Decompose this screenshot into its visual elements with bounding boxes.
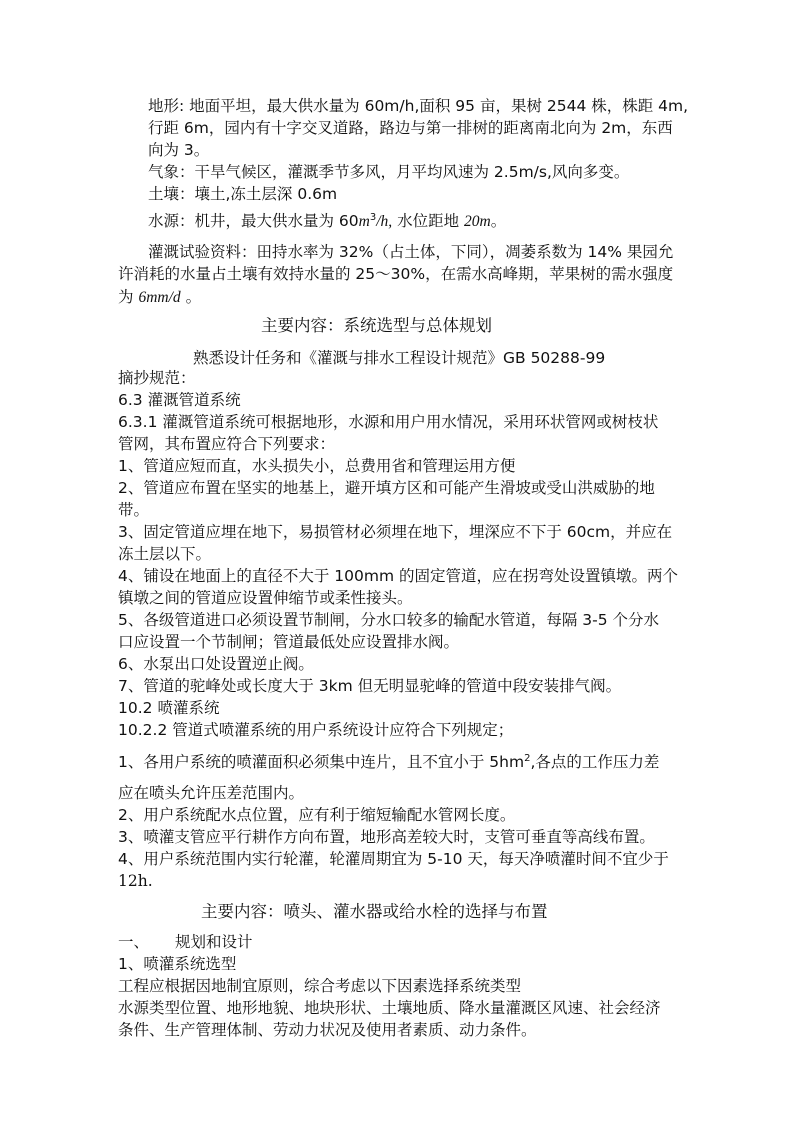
water-source-text: 水源：机井，最大供水量为 60: [148, 212, 359, 230]
text-line: 水源类型位置、地形地貌、地块形状、土壤地质、降水量灌溉区风速、社会经济: [118, 999, 661, 1017]
text-line: 管网，其布置应符合下列要求：: [118, 435, 336, 453]
irrigation-test-line-2: 许消耗的水量占土壤有效持水量的 25～30%，在需水高峰期，苹果树的需水强度: [118, 265, 674, 283]
area-text-end: ,各点的工作压力差: [530, 753, 660, 771]
soil-line: 土壤：壤土,冻土层深 0.6m: [148, 185, 338, 203]
text-line: 12h.: [118, 872, 153, 890]
section-heading-sprinklers: 主要内容：喷头、灌水器或给水栓的选择与布置: [201, 902, 548, 921]
text-line: 4、铺设在地面上的直径不大于 100mm 的固定管道，应在拐弯处设置镇墩。两个: [118, 567, 679, 585]
terrain-line-1: 地形: 地面平坦，最大供水量为 60m/h,面积 95 亩，果树 2544 株，株距 4m,: [148, 97, 689, 115]
water-unit-exponent: 3: [369, 211, 377, 223]
area-text: 1、各用户系统的喷灌面积必须集中连片，且不宜小于 5hm: [118, 753, 525, 771]
text-line: 摘抄规范：: [118, 369, 196, 387]
text-line: 口应设置一个节制闸；管道最低处应设置排水阀。: [118, 633, 460, 651]
terrain-line-3: 向为 3。: [148, 141, 210, 159]
climate-line: 气象：干旱气候区，灌溉季节多风，月平均风速为 2.5m/s,风向多变。: [148, 163, 630, 181]
demand-suffix: 。: [180, 288, 202, 306]
irrigation-test-line-3: [118, 287, 201, 308]
text-line: 7、管道的驼峰处或长度大于 3km 但无明显驼峰的管道中段安装排气阀。: [118, 677, 622, 695]
item-title: 规划和设计: [175, 933, 253, 951]
text-line: 10.2.2 管道式喷灌系统的用户系统设计应符合下列规定；: [118, 721, 514, 739]
water-unit: m: [358, 213, 370, 230]
text-line: 2、管道应布置在坚实的地基上，避开填方区和可能产生滑坡或受山洪威胁的地: [118, 479, 655, 497]
water-demand-value: 6mm/d: [138, 289, 181, 306]
text-line: 1、喷灌系统选型: [118, 955, 237, 973]
item-heading: [118, 932, 253, 952]
area-exponent: 2: [524, 752, 531, 764]
text-line: 4、用户系统范围内实行轮灌，轮灌周期宜为 5-10 天，每天净喷灌时间不宜少于: [118, 850, 669, 868]
text-line: 1、管道应短而直，水头损失小，总费用省和管理运用方便: [118, 457, 516, 475]
terrain-line-2: 行距 6m，园内有十字交叉道路，路边与第一排树的距离南北向为 2m，东西: [148, 119, 673, 137]
water-source-end: 。: [490, 212, 507, 230]
text-line: 工程应根据因地制宜原则，综合考虑以下因素选择系统类型: [118, 977, 522, 995]
text-line: 条件、生产管理体制、劳动力状况及使用者素质、动力条件。: [118, 1021, 537, 1039]
area-requirement-line: [118, 752, 659, 772]
item-number: 一、: [118, 933, 150, 951]
irrigation-test-line-1: 灌溉试验资料：田持水率为 32%（占土体，下同），凋萎系数为 14% 果园允: [148, 243, 674, 261]
text-line: 冻土层以下。: [118, 545, 212, 563]
text-line: 5、各级管道进口必须设置节制闸，分水口较多的输配水管道，每隔 3-5 个分水: [118, 611, 660, 629]
text-line: 带。: [118, 501, 150, 519]
text-line: 6.3 灌溉管道系统: [118, 391, 241, 409]
text-line: 2、用户系统配水点位置，应有利于缩短输配水管网长度。: [118, 806, 516, 824]
water-level-value: 20m: [464, 213, 491, 230]
water-level-label: 水位距地: [392, 212, 465, 230]
section-heading-planning: 主要内容：系统选型与总体规划: [261, 316, 492, 335]
text-line: 应在喷头允许压差范围内。: [118, 784, 305, 802]
text-line: 3、喷灌支管应平行耕作方向布置，地形高差较大时，支管可垂直等高线布置。: [118, 828, 655, 846]
text-line: 6、水泵出口处设置逆止阀。: [118, 655, 314, 673]
text-line: 10.2 喷灌系统: [118, 699, 220, 717]
water-unit-rest: /h,: [376, 213, 393, 230]
text-line: 镇墩之间的管道应设置伸缩节或柔性接头。: [118, 589, 413, 607]
section-subheading: 熟悉设计任务和《灌溉与排水工程设计规范》GB 50288-99: [193, 349, 606, 367]
text-line: 6.3.1 灌溉管道系统可根据地形，水源和用户用水情况，采用环状管网或树枝状: [118, 413, 659, 431]
text-line: 3、固定管道应埋在地下，易损管材必须埋在地下，埋深应不下于 60cm，并应在: [118, 523, 673, 541]
demand-prefix: 为: [118, 288, 139, 306]
water-source-line: [148, 211, 506, 232]
